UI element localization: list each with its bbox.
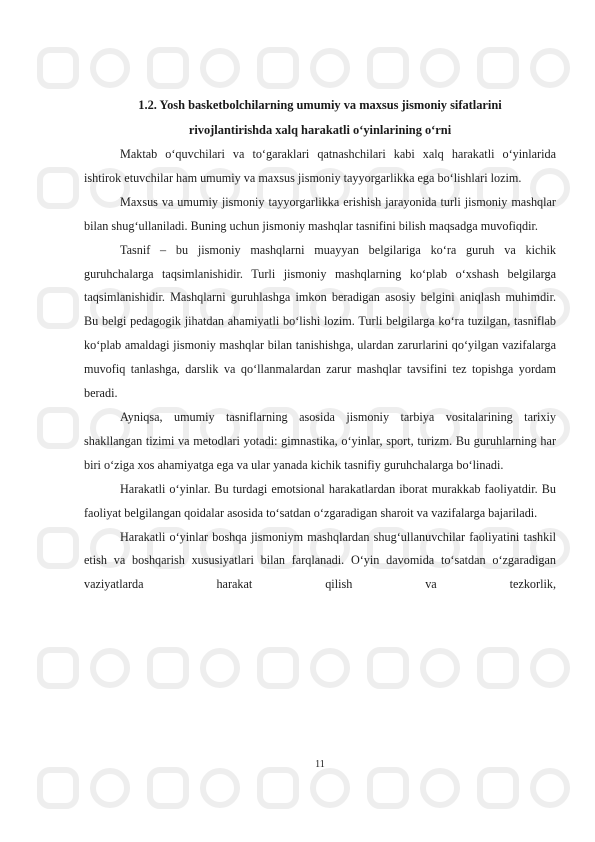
section-heading-line-1: 1.2. Yosh basketbolchilarning umumiy va maxsus jismoniy sifatlarini bbox=[138, 98, 502, 112]
paragraph-1: Maktab o‘quvchilari va to‘garaklari qatnashchilari kabi xalq harakatli o‘yinlarida ishtirok etuvchilar ham umumiy va maxsus jismoniy tayyorgarlikka ega bo‘lishlari lozim. bbox=[84, 147, 556, 185]
page-content bbox=[84, 93, 556, 597]
watermark-shape bbox=[203, 771, 237, 805]
watermark-shape bbox=[40, 770, 76, 806]
watermark-shape bbox=[260, 50, 296, 86]
watermark-shape bbox=[93, 51, 127, 85]
watermark-shape bbox=[40, 170, 76, 206]
watermark-shape bbox=[150, 50, 186, 86]
paragraph-2: Maxsus va umumiy jismoniy tayyorgarlikka erishish jarayonida turli jismoniy mashqlar bilan shug‘ullaniladi. Buning uchun jismoniy mashqlar tasnifini bilish maqsadga muvofiqdir. bbox=[84, 194, 556, 233]
watermark-shape bbox=[313, 771, 347, 805]
watermark-shape bbox=[423, 51, 457, 85]
paragraph-6: Harakatli o‘yinlar boshqa jismoniym mashqlardan shug‘ullanuvchilar faoliyatini tashkil etish va boshqarish xususiyatlari bilan farqlanadi. O‘yin davomida to‘satdan o‘zgaradigan vaziyatlarda harakat qilish va tezkorlik, bbox=[84, 529, 556, 592]
watermark-shape bbox=[370, 770, 406, 806]
watermark-shape bbox=[150, 650, 186, 686]
watermark-shape bbox=[313, 651, 347, 685]
page-number: 11 bbox=[315, 759, 325, 770]
paragraph-4: Ayniqsa, umumiy tasniflarning asosida jismoniy tarbiya vositalarining tarixiy shakllangan tizimi va metodlari yotadi: gimnastika, o‘yinlar, sport, turizm. Bu guruhlarning har biri o‘ziga xos ahamiyatga ega va ular yanada kichik tasnifiy guruhchalarga bo‘linadi. bbox=[84, 409, 556, 472]
watermark-shape bbox=[480, 770, 516, 806]
watermark-shape bbox=[533, 771, 567, 805]
watermark-shape bbox=[480, 650, 516, 686]
watermark-shape bbox=[533, 51, 567, 85]
watermark-shape bbox=[203, 651, 237, 685]
watermark-shape bbox=[423, 651, 457, 685]
watermark-shape bbox=[40, 50, 76, 86]
watermark-shape bbox=[533, 651, 567, 685]
watermark-shape bbox=[260, 650, 296, 686]
watermark-shape bbox=[40, 290, 76, 326]
watermark-shape bbox=[370, 650, 406, 686]
watermark-shape bbox=[423, 771, 457, 805]
watermark-shape bbox=[93, 651, 127, 685]
watermark-shape bbox=[40, 410, 76, 446]
section-heading-line-2: rivojlantirishda xalq harakatli o‘yinlarining o‘rni bbox=[188, 123, 452, 137]
paragraph-3: Tasnif – bu jismoniy mashqlarni muayyan belgilariga ko‘ra guruh va kichik guruhchalarga taqsimlanishidir. Turli jismoniy mashqlarning ko‘plab o‘xshash belgilarga taqsimlanishidir. Mashqlarni guruhlashga imkon beradigan asosiy belgini aniqlash muhimdir. Bu belgi pedagogik jihatdan ahamiyatli bo‘lishi lozim. Turli belgilarga ko‘ra tuzilgan, tasniflab ko‘plab amaldagi jismoniy mashqlar bilan tanishishga, ulardan zarurlarini qo‘yilgan vazifalarga muvofiq tanlashga, darslik va qo‘llanmalardan zarur mashqlar tavsifini tez topishga yordam beradi. bbox=[84, 242, 556, 401]
watermark-shape bbox=[370, 50, 406, 86]
watermark-shape bbox=[480, 50, 516, 86]
watermark-shape bbox=[40, 530, 76, 566]
watermark-shape bbox=[40, 650, 76, 686]
watermark-shape bbox=[203, 51, 237, 85]
watermark-shape bbox=[150, 770, 186, 806]
watermark-shape bbox=[93, 771, 127, 805]
watermark-shape bbox=[260, 770, 296, 806]
paragraph-5: Harakatli o‘yinlar. Bu turdagi emotsional harakatlardan iborat murakkab faoliyatdir. Bu faoliyat belgilangan qoidalar asosida to‘satdan o‘zgaradigan sharoit va vazifalarga bajariladi. bbox=[84, 481, 556, 520]
watermark-shape bbox=[313, 51, 347, 85]
